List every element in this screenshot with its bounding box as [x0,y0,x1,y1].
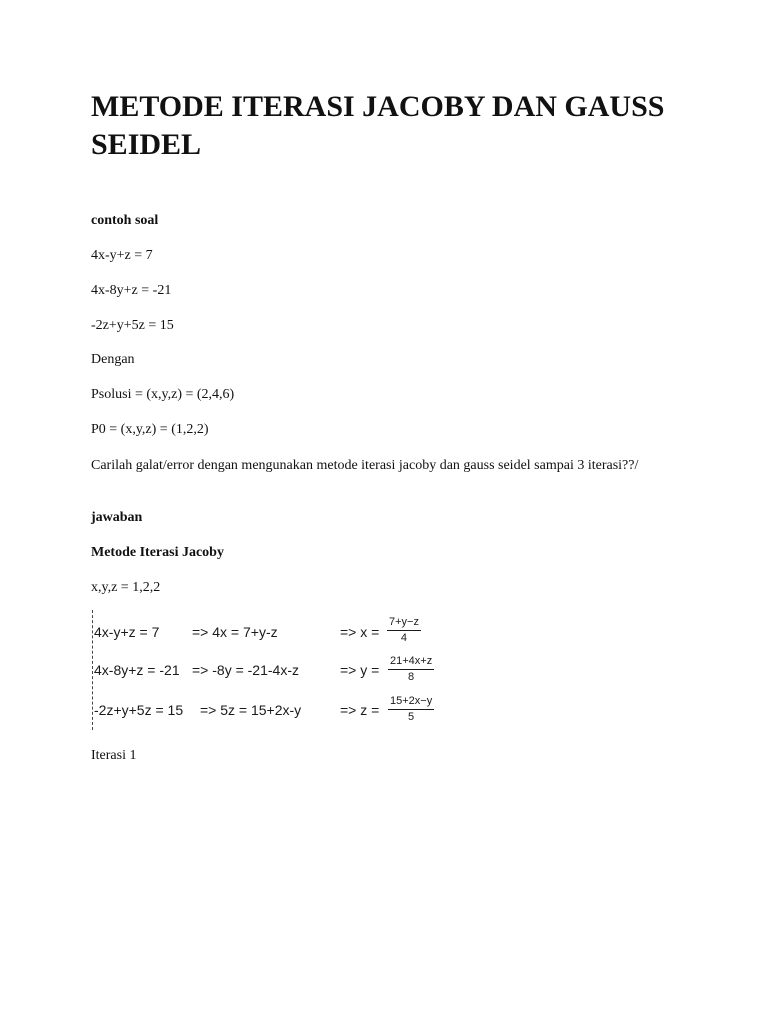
derivation-image [92,610,452,732]
derivation-row-z [94,695,454,731]
derivation-result-label: => z = [340,702,380,718]
example-heading: contoh soal [91,213,159,228]
solution-line: Psolusi = (x,y,z) = (2,4,6) [91,387,235,402]
derivation-row-x [94,614,454,650]
derivation-result-label: => y = [340,662,380,678]
initial-value-line: P0 = (x,y,z) = (1,2,2) [91,422,209,437]
derivation-rearranged: => 5z = 15+2x-y [200,702,302,718]
method-heading: Metode Iterasi Jacoby [91,545,224,560]
fraction-numerator: 7+y−z [387,616,421,631]
fraction-x [387,616,421,645]
derivation-lhs: 4x-y+z = 7 [94,624,160,640]
fraction-z [388,695,434,724]
iteration-label: Iterasi 1 [91,748,137,763]
derivation-rearranged: => 4x = 7+y-z [192,624,278,640]
equation-3: -2z+y+5z = 15 [91,318,174,333]
fraction-y [388,655,434,684]
start-values: x,y,z = 1,2,2 [91,580,161,595]
derivation-row-y [94,655,454,691]
derivation-result-label: => x = [340,624,380,640]
document-title: METODE ITERASI JACOBY DAN GAUSS SEIDEL [91,90,665,161]
fraction-denominator: 5 [408,711,415,723]
derivation-lhs: -2z+y+5z = 15 [94,702,184,718]
answer-label: jawaban [91,510,143,525]
fraction-denominator: 4 [400,632,408,644]
derivation-lhs: 4x-8y+z = -21 [94,662,180,678]
equation-1: 4x-y+z = 7 [91,248,153,263]
question-text: Carilah galat/error dengan mengunakan metode iterasi jacoby dan gauss seidel sampai 3 iterasi??/ [91,458,639,473]
fraction-numerator: 21+4x+z [388,655,434,670]
equation-2: 4x-8y+z = -21 [91,283,172,298]
fraction-numerator: 15+2x−y [388,695,434,710]
fraction-denominator: 8 [408,671,415,683]
with-label: Dengan [91,352,135,367]
selection-edge [92,610,93,730]
derivation-rearranged: => -8y = -21-4x-z [192,662,299,678]
